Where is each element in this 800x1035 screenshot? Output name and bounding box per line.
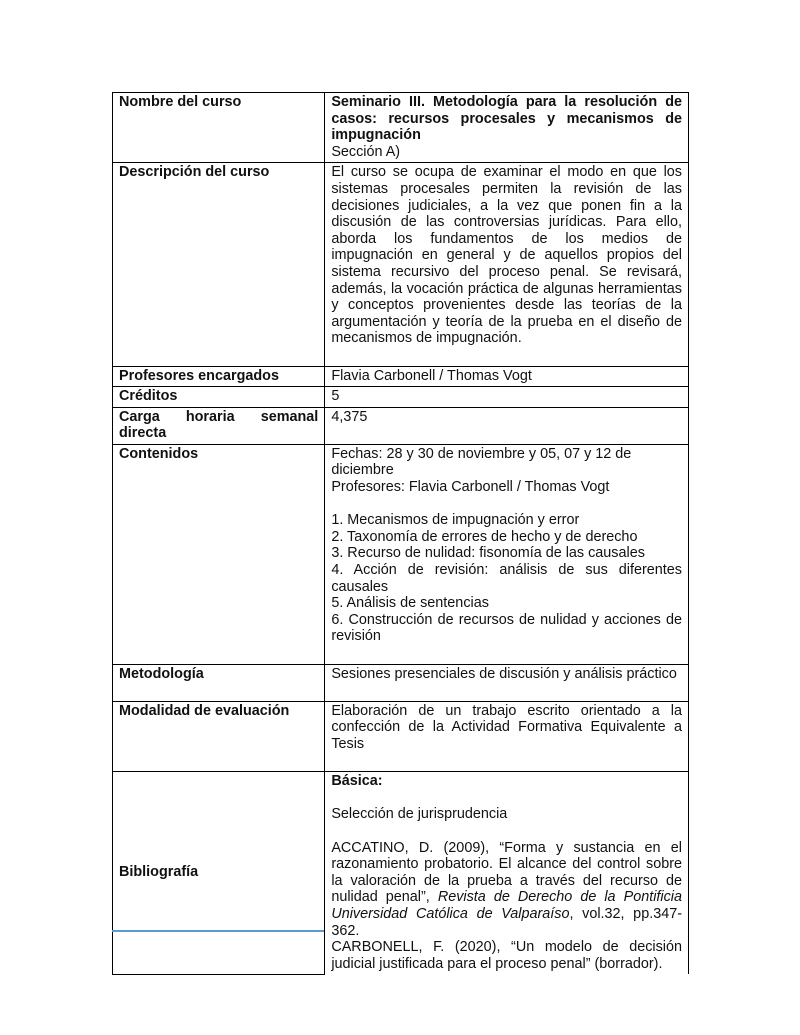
row-carga: [113, 407, 689, 444]
spacer: [331, 682, 682, 699]
profesores-label: Profesores encargados: [113, 366, 325, 387]
bibliografia-seleccion: Selección de jurisprudencia: [331, 806, 508, 823]
contenidos-item: 5. Análisis de sentencias: [331, 595, 489, 612]
spacer: [331, 753, 682, 770]
spacer: [331, 645, 682, 662]
carga-label: Carga horaria semanal directa: [113, 407, 325, 444]
carga-value: 4,375: [325, 407, 689, 444]
bibliografia-label: Bibliografía: [113, 772, 325, 975]
row-descripcion: [113, 163, 689, 366]
contenidos-value: [325, 444, 689, 664]
row-contenidos: [113, 444, 689, 664]
contenidos-item: 6. Construcción de recursos de nulidad y acciones de revisión: [331, 611, 682, 645]
bibliografia-ref-accatino: [331, 840, 682, 940]
metodologia-label: Metodología: [113, 664, 325, 701]
row-metodologia: [113, 664, 689, 701]
bibliografia-ref-carbonell: CARBONELL, F. (2020), “Un modelo de decisión judicial justificada para el proceso penal” (borrador).: [331, 939, 682, 972]
creditos-value: 5: [325, 387, 689, 408]
contenidos-profesores: Profesores: Flavia Carbonell / Thomas Vogt: [331, 479, 610, 496]
contenidos-item: 3. Recurso de nulidad: fisonomía de las causales: [331, 545, 645, 562]
contenidos-item: 1. Mecanismos de impugnación y error: [331, 512, 580, 529]
creditos-label: Créditos: [113, 387, 325, 408]
spacer: [331, 496, 682, 513]
row-bibliografia: [113, 772, 689, 975]
course-section: Sección A): [331, 143, 401, 160]
spacer: [331, 823, 682, 840]
contenidos-fechas: Fechas: 28 y 30 de noviembre y 05, 07 y 12 de diciembre: [331, 445, 632, 479]
row-profesores: [113, 366, 689, 387]
profesores-value: Flavia Carbonell / Thomas Vogt: [325, 366, 689, 387]
evaluacion-label: Modalidad de evaluación: [113, 701, 325, 771]
descripcion-text: El curso se ocupa de examinar el modo en que los sistemas procesales permiten la revisión de las decisiones judiciales, a la vez que ponen fin a la discusión de las controversias jurídicas. Para ello, aborda los fundamentos de los medios de impugnación en general y de aquellos propios del sistema recursivo del proceso penal. Se revisará, además, la vocación práctica de algunas herramientas y conceptos provenientes desde las teorías de la argumentación y teoría de la prueba en el diseño de mecanismos de impugnación.: [331, 164, 682, 347]
bibliografia-value: [325, 772, 689, 975]
spacer: [331, 790, 682, 807]
contenidos-label: Contenidos: [113, 444, 325, 664]
page-edge-line: [112, 930, 324, 932]
contenidos-item: 4. Acción de revisión: análisis de sus diferentes causales: [331, 562, 682, 595]
metodologia-text: Sesiones presenciales de discusión y análisis práctico: [331, 665, 677, 682]
bibliografia-heading: Básica:: [331, 773, 383, 790]
spacer: [331, 347, 682, 364]
ref1-text: ACCATINO, D. (2009), “Forma y sustancia en el razonamiento probatorio. El alcance del control sobre la valoración de la prueba a través del recurso de nulidad penal”,: [331, 839, 682, 906]
contenidos-item: 2. Taxonomía de errores de hecho y de derecho: [331, 528, 638, 545]
course-title: Seminario III. Metodología para la resolución de casos: recursos procesales y mecanismos de impugnación: [331, 94, 682, 144]
evaluacion-value: [325, 701, 689, 771]
row-nombre: [113, 93, 689, 163]
descripcion-value: [325, 163, 689, 366]
nombre-label: Nombre del curso: [113, 93, 325, 163]
metodologia-value: [325, 664, 689, 701]
course-table-container: [112, 92, 689, 975]
ref1-journal: Revista de Derecho de la Pontificia Universidad Católica de Valparaíso: [331, 889, 682, 922]
descripcion-label: Descripción del curso: [113, 163, 325, 366]
row-creditos: [113, 387, 689, 408]
evaluacion-text: Elaboración de un trabajo escrito orientado a la confección de la Actividad Formativa Equivalente a Tesis: [331, 702, 682, 752]
course-info-table: [112, 92, 689, 975]
nombre-value: [325, 93, 689, 163]
row-evaluacion: [113, 701, 689, 771]
ref1-pages: , vol.32, pp.347-362.: [331, 905, 682, 939]
